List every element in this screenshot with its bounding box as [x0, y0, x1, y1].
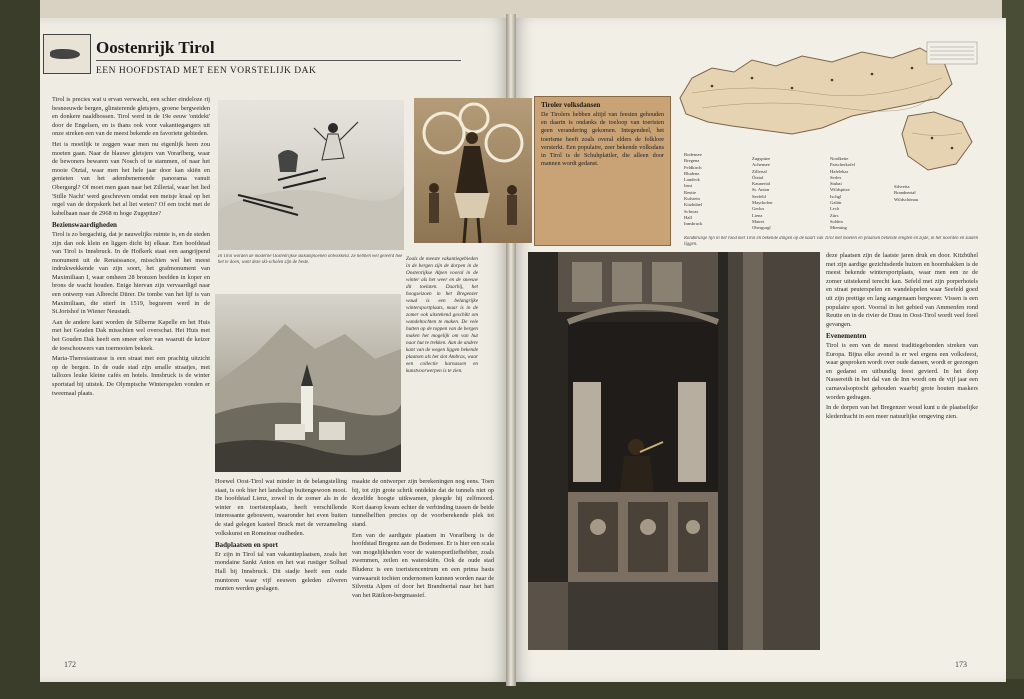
skiing-photo-caption: In Tirol worden de moderne Oostenrijkse skikampioenen ontwikkeld. Ze hebben wel geleerd hoe het te doen, want deze ski-scholen zijn de beste. [218, 254, 403, 265]
left-column-4 [352, 478, 494, 666]
map-legend-column-4 [894, 184, 944, 203]
map-legend-item: Zürs [830, 212, 839, 218]
map-legend-item: Ischgl [830, 193, 842, 199]
map-legend-item: Schwaz [684, 208, 699, 214]
map-legend-item: Zugspitze [752, 156, 771, 161]
map-legend-item: Bodensee [684, 152, 702, 157]
map-legend-item: Matrei [752, 218, 765, 224]
map-legend-item: Wildspitze [830, 187, 850, 193]
section-heading: Evenementen [826, 332, 867, 341]
map-legend-item: Zillertal [752, 168, 767, 174]
map-legend-item: Mayrhofen [752, 200, 773, 206]
map-legend-item: Kitzbühel [684, 202, 703, 208]
paragraph: Er zijn in Tirol tal van vakantieplaatsen, zoals het mondaine Sankt Anton en het wat rustiger Solbad Hall bij Innsbruck. Dit stadje heeft een oude muntoren waar vijf eeuwen geleden zilveren munten werden geslagen. [215, 550, 347, 593]
map-legend-item: Obergurgl [752, 225, 771, 231]
chapter-title: Oostenrijk Tirol [96, 38, 215, 57]
info-box-text: De Tirolers hebben altijd van feesten gehouden en daarin is ondanks de toeloop van toeristen geen verandering gekomen. Integendeel, het toerisme heeft zoals overal elders de folklore versterkt. Een populaire, zeer bekende volksdans in Tirol is de Schuhplattler, die alleen door mannen wordt gedanst. [541, 111, 664, 168]
map-legend-item: Stubai [830, 181, 842, 187]
map-legend-item: Hafelekar [830, 168, 849, 174]
section-heading: Bezienswaardigheden [52, 221, 117, 230]
intro-paragraph: Tirol is precies wat u ervan verwacht, een schier eindeloze rij besneeuwde bergen, glinsterende gletsjers, groene bergweiden en donkere naaldbossen. Tirol werd in de 19e eeuw 'ontdekt' door de Engelsen, en is thans ook voor vakantiegangers uit onze streken een van de meest bekende en favoriete gebieden. [52, 96, 210, 138]
map-legend-item: Silvretta [894, 184, 910, 189]
info-box-heading: Tiroler volksdansen [541, 101, 601, 109]
map-caption: Rondkruisje lijn in het rood met Tirol en bekende dingen op de kaart van Tirol met moeten en plaatsen bekende lengten en zijde, in het noorden en zuiden liggen. [684, 236, 978, 247]
map-legend-item: Bregenz [684, 158, 700, 164]
dancers-photo [414, 98, 532, 243]
paragraph: Het is moeilijk te zeggen waar men nu eigenlijk heen zou moeten gaan. Naar de blauwe gletsjers van Vorarlberg, waar de bewoners bewaren van Nosch of te stammen, of naar het mooie Ötztal, waar men het hele jaar door kan skiën en genieten van het adembenemende panorama vanuit Obergurgl? Of moet men gaan naar het Zillertal, waar het lied 'Stille Nacht' werd geschreven omdat een meisje kraal op het orgel van de dorpskerk het al liet weten? Of een tocht met de kabelbaan naar de 2968 m hoge Zugspitze? [52, 140, 210, 217]
map-legend-item: Achensee [752, 162, 770, 168]
map-legend-item: Nordkette [830, 156, 849, 161]
map-legend-item: Reutte [684, 189, 696, 195]
map-legend-item: Imst [684, 183, 693, 189]
map-legend-item: Lienz [752, 212, 763, 218]
map-legend-item: Innsbruck [684, 221, 703, 227]
map-legend-item: Kufstein [684, 196, 700, 202]
mountain-village-photo [215, 294, 401, 472]
map-legend-item: Hall [684, 214, 692, 220]
map-legend-item: Serles [830, 174, 842, 180]
left-column-3 [215, 478, 347, 666]
map-legend-item: Solden [830, 218, 843, 224]
map-legend-item: Bludenz [684, 170, 700, 176]
map-legend-item: Brandnertal [894, 190, 916, 196]
map-legend-item: Galtür [830, 200, 842, 206]
paragraph: Tirol is een van de meest traditiegebonden streken van Europa. Bijna elke avond is er wel ergens een volksfeest, waar gesproken wordt over oude dansen, wordt er gezongen en gedanst en uitbundig feest gevierd. In het dorp Nassereith in het dal van de Inn wordt om de vijf jaar een carnavalsoptocht gehouden waarbij grote houten maskers worden gedragen. [826, 341, 978, 401]
paragraph: maakte de ontwerper zijn berekeningen nog eens. Toen bij, tot zijn grote schrik ontdekte dat de tunnels niet op dezelfde hoogte uitkwamen, pleegde hij zelfmoord. Kort daarop kwam echter de verbinding tussen de beide tunnelhelften precies op de voorberekende plek tot stand. [352, 478, 494, 528]
folk-dance-info-box [534, 96, 671, 246]
map-legend-item: Patscherkofel [830, 162, 856, 168]
right-column [826, 252, 978, 662]
paragraph: Tirol is zo bergachtig, dat je nauwelijks ruimte is, en de steden zijn dan ook klein en liggen dicht bij elkaar. Een hoofdstad van Tirol is Innsbruck. In de Hofkerk staat een aangrijpend monument uit de Renaissance, misschien wel het meest indrukwekkende van zijn soort, het grafmonument van Maximiliaan I, waar omheen 28 bronzen beelden in koper en brons de wacht houden. Enige hiervan zijn vervaardigd naar een ontwerp van Albrecht Dürer. De tombe van het lijf is van Maximiliaan, die stierf in 1519, begraven werd in de St.Jorishof in Wiener Neustadt. [52, 230, 210, 316]
paragraph: In de dorpen van het Bregenzer woud kunt u de plaatselijke klederdracht in een meer natuurlijke omgeving zien. [826, 404, 978, 420]
map-legend-column-3 [830, 156, 892, 232]
map-legend-item: Landeck [684, 177, 700, 183]
map-legend-item: Mieming [830, 225, 847, 231]
map-legend-column-1 [684, 152, 746, 228]
golden-roof-photo [528, 252, 820, 650]
map-legend-column-2 [752, 156, 814, 232]
map-legend-item: Lech [830, 206, 840, 212]
tirol-map-badge [43, 34, 91, 74]
page-number-right: 173 [955, 660, 967, 669]
map-legend-item: Kaunertal [752, 181, 771, 187]
photo-caption-long: Zoals de meeste vakantiegebieden in de bergen zijn de dorpen in de Oostenrijkse Alpen vooral in de winter als het weer en de sneeuw dit toelaten. Daarbij, het hoogseizoen in het Bregenzer woud is een belangrijke wintersportplaats, maar is in de zomer ook uitstekend geschikt om wandeltochten te maken. De vele hutten op de toppen van de bergen maken het mogelijk om van hut naar hut te trekken. Aan de andere kant van de wegen liggen bekende plaatsen als het slot Ambras, waar een collectie harnassen en kunstvoorwerpen is te zien. [406, 256, 478, 374]
book-cover-left [0, 0, 40, 699]
map-legend-item: Ötztal [752, 174, 764, 180]
map-legend-item: Seefeld [752, 193, 766, 199]
paragraph: Aan de andere kant worden de Silberne Kapelle en het Huis met het Gouden Dak misschien wel overschat. Het Huis met het Gouden Dak heeft een smeer erker van waaruit de keizer de toeschouwers van toernooien bekeek. [52, 318, 210, 352]
paragraph: deze plaatsen zijn de laatste jaren druk en door. Kitzbühel met zijn aardige gezichtsderde huizen en hoornbakken is de meest bekende wintersportplaats, waar men een ze de zomer uitstekend terecht kan. Sefeld met zijn porperhotels en straat peuterspelen en wandelspelen waar Seefeld goed uit zijn prettige en lang aangenaam bergweer. Vissen is een populaire sport. Voorral in het gebied van Ammenfen rond Reutte en in de rivier de Drau in Oost-Tirol wordt veel forel gevangen. [826, 252, 978, 328]
title-rule [96, 60, 461, 61]
map-legend-item: Feldkirch [684, 164, 702, 170]
paragraph: Maria-Theresiastrasse is een straat met een prachtig uitzicht op de bergen. In de oude stad zijn smalle straatjes, met tallozes leuke kleine cafés en hotels. Innsbruck is de winter sportstad bij uitstek. De Olympische Winterspelen vonden er tweemaal plaats. [52, 355, 210, 397]
paragraph: Hoewel Oost-Tirol wat minder in de belangstelling staat, is ook hier het landschap buitengewoon mooi. De hoofdstad Lienz, zowel in de zomer als in de winter en toeristenplaats, heeft verschillende interessante gebouwen, waaronder het even buiten de stad gelegen kasteel Bruck met de verzameling volkskunst en Romeinse oudheden. [215, 478, 347, 537]
paragraph: Een van de aardigste plaatsen in Vorarlberg is de hoofdstad Bregenz aan de Bodensee. Er is hier een scala van mogelijkheden voor de watersportliefhebber, zoals zwemmen, zeilen en waterskiën. Ook de oude stad Bludenz is een toeristencentrum en een prima basis vanwaaruit tochten ondernomen kunnen worden naar de Silvretta Alpen of door het Brandnertal naar het hart van het Rätikon-bergmassief. [352, 531, 494, 599]
chapter-subtitle: EEN HOOFDSTAD MET EEN VORSTELIJK DAK [96, 66, 317, 76]
section-heading: Badplaatsen en sport [215, 541, 279, 550]
left-column-1 [52, 96, 210, 666]
map-legend-item: Wildschönau [894, 196, 919, 202]
map-legend-item: Gerlos [752, 206, 765, 212]
map-legend-item: St. Anton [752, 187, 770, 193]
skiing-photo [218, 100, 404, 250]
page-number-left: 172 [64, 660, 76, 669]
